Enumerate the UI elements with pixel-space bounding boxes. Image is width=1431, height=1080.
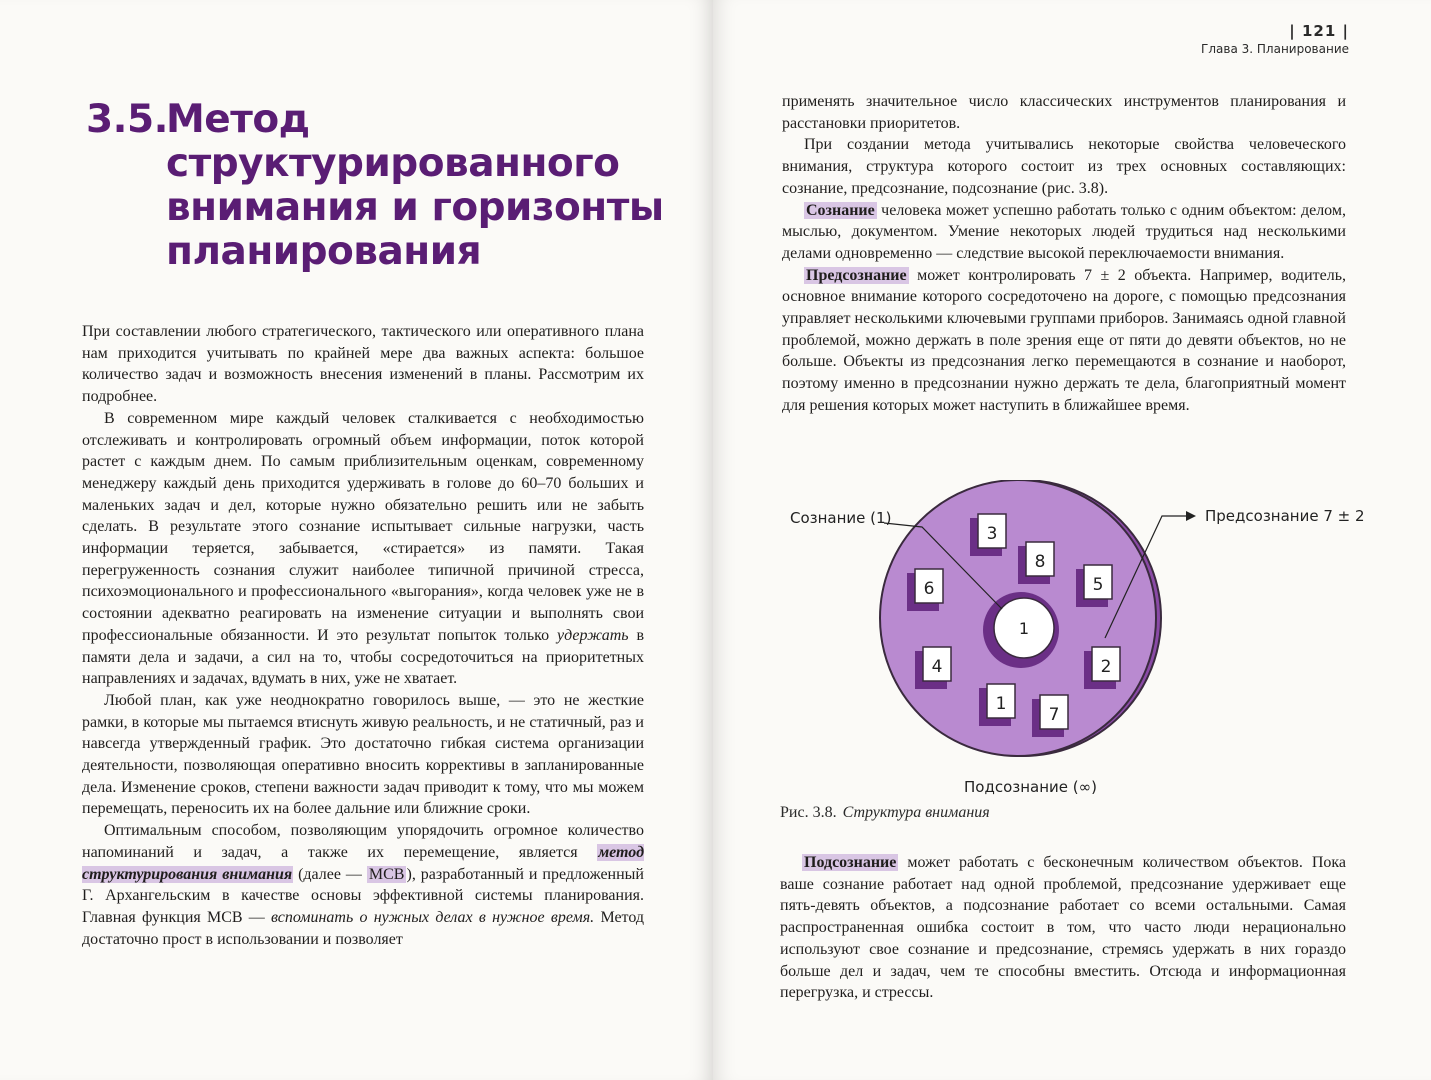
object-box-label: 5 [1092, 575, 1104, 595]
figure-label: Рис. 3.8. [780, 804, 837, 821]
object-box [970, 514, 1006, 556]
emphasis: удержать [557, 626, 629, 644]
highlighted-term-preconsciousness: Предсознание [806, 266, 907, 284]
text-run: (далее — [298, 865, 362, 883]
text-run: ), разработанный и предложенный Г. Архангельским в качестве основы эффективной системы планирования. Главная функция МСВ — [82, 865, 644, 926]
object-box [1076, 565, 1112, 607]
text-run: В современном мире каждый человек сталкивается с необходимостью отслеживать и контролировать огромный объем информации, поток которой растет с каждым днем. По самым приблизительным оценкам, современному менеджеру каждый день приходится удерживать в голове до 60–70 больших и маленьких задач и дел, которые нужно обязательно решить или не забыть сделать. В результате этого сознание испытывает сильные нагрузки, часть информации теряется, забывается, «стирается» из памяти. Такая перегруженность сознания служит наиболее типичной причиной стресса, психоэмоционального и профессионального «выгорания», когда человек уже не в состоянии адекватно реагировать на изменение ситуации и выполнять свои профессиональные обязанности. И это результат попыток только [82, 409, 644, 644]
right-body-text-top [782, 91, 1346, 417]
object-box-label: 7 [1048, 705, 1060, 725]
text-run: человека может успешно работать только с одним объектом: делом, мыслью, документом. Умение некоторых людей трудиться над несколькими делами одновременно — следствие высокой переключаемости внимания. [782, 201, 1346, 262]
object-box-label: 8 [1034, 552, 1046, 572]
paragraph: применять значительное число классических инструментов планирования и расстановки приоритетов. [782, 93, 1346, 132]
paragraph: При создании метода учитывались некоторые свойства человеческого внимания, структура которого состоит из трех основных составляющих: сознание, предсознание, подсознание (рис. 3.8). [782, 136, 1346, 197]
object-box [915, 647, 951, 689]
object-box [979, 684, 1015, 726]
paragraph: Любой план, как уже неоднократно говорилось выше, — это не жесткие рамки, в которые мы пытаемся втиснуть живую реальность, и не статичный, раз и навсегда утвержденный график. Это достаточно гибкая система организации деятельности, позволяющая оперативно вносить коррективы в запланированные дела. Изменение сроков, степени важности задач приводит к тому, что мы можем перемещать, переносить их на более дальние или ближние сроки. [82, 691, 644, 818]
object-box-label: 4 [931, 657, 943, 677]
right-body-text-bottom [780, 852, 1346, 1004]
label-preconsciousness: Предсознание 7 ± 2 [1205, 507, 1365, 525]
object-box-label: 3 [986, 524, 998, 544]
object-box [1018, 542, 1054, 584]
highlighted-term-msv: метод структурирования внимания [82, 843, 644, 883]
heading-line-1: Метод [166, 97, 310, 142]
object-box-label: 6 [923, 579, 935, 599]
paragraph [782, 200, 1346, 265]
paragraph [780, 852, 1346, 1004]
highlighted-term-consciousness: Сознание [806, 201, 875, 219]
text-run: может контролировать 7 ± 2 объекта. Например, водитель, основное внимание которого сосредоточено на дороге, с помощью предсознания управляет несколькими ключевыми группами приборов. Занимаясь одной главной проблемой, можно держать в поле зрения еще от пяти до девяти объектов, но не больше. Объекты из предсознания легко перемещаются в сознание и наоборот, поэтому именно в предсознании нужно держать те дела, благоприятный момент для решения которых может наступить в ближайшее время. [782, 266, 1347, 414]
arrow-head-icon [1186, 511, 1196, 521]
left-page [0, 0, 713, 1080]
heading-line-3: внимания и горизонты [166, 185, 664, 230]
object-box-label: 1 [995, 694, 1007, 714]
paragraph [82, 408, 644, 690]
label-subconscious: Подсознание (∞) [964, 778, 1097, 796]
text-run: Метод достаточно прост в использовании и позволяет [82, 908, 645, 948]
paragraph [82, 820, 644, 950]
object-box-label: 2 [1100, 657, 1112, 677]
text-run: в памяти дела и задачи, а сил на то, чтобы сосредоточиться на приоритетных направлениях и задачах, вдумать в них, уже не хватает. [82, 626, 645, 688]
text-run: может работать с бесконечным количеством объектов. Пока ваше сознание работает над одной проблемой, предсознание удерживает еще пять-девять объектов, а подсознание работает со всеми остальными. Самая распространенная ошибка состоит в том, что часто люди нерационально используют свое сознание и предсознание, стремясь удержать в них гораздо больше дел и задач, чем те способны вместить. Отсюда и информационная перегрузка, и стрессы. [780, 854, 1347, 1002]
section-heading [86, 98, 664, 274]
running-head [1201, 22, 1349, 56]
heading-line-2: структурированного [166, 141, 620, 186]
figure-title: Структура внимания [842, 804, 990, 821]
highlighted-term-subconscious: Подсознание [804, 854, 897, 871]
figure-caption [780, 804, 990, 822]
object-box [1084, 647, 1120, 689]
attention-structure-diagram [770, 480, 1370, 800]
highlighted-abbr: МСВ [368, 865, 405, 883]
emphasis: вспоминать о нужных делах в нужное время. [271, 908, 595, 926]
paragraph: При составлении любого стратегического, тактического или оперативного плана нам приходится учитывать по крайней мере два важных аспекта: большое количество задач и возможность внесения изменений в планы. Рассмотрим их подробнее. [82, 323, 644, 406]
label-consciousness: Сознание (1) [790, 509, 892, 527]
left-body-text [82, 321, 644, 950]
heading-line-4: планирования [166, 229, 482, 274]
chapter-name: Глава 3. Планирование [1201, 42, 1349, 56]
page-number: | 121 | [1289, 22, 1349, 40]
object-box [1032, 695, 1068, 737]
paragraph [782, 265, 1346, 417]
center-label: 1 [1018, 619, 1030, 638]
section-number: 3.5. [86, 97, 168, 142]
object-box [907, 569, 943, 611]
text-run: Оптимальным способом, позволяющим упорядочить огромное количество напоминаний и задач, а также их перемещение, является [82, 822, 644, 861]
